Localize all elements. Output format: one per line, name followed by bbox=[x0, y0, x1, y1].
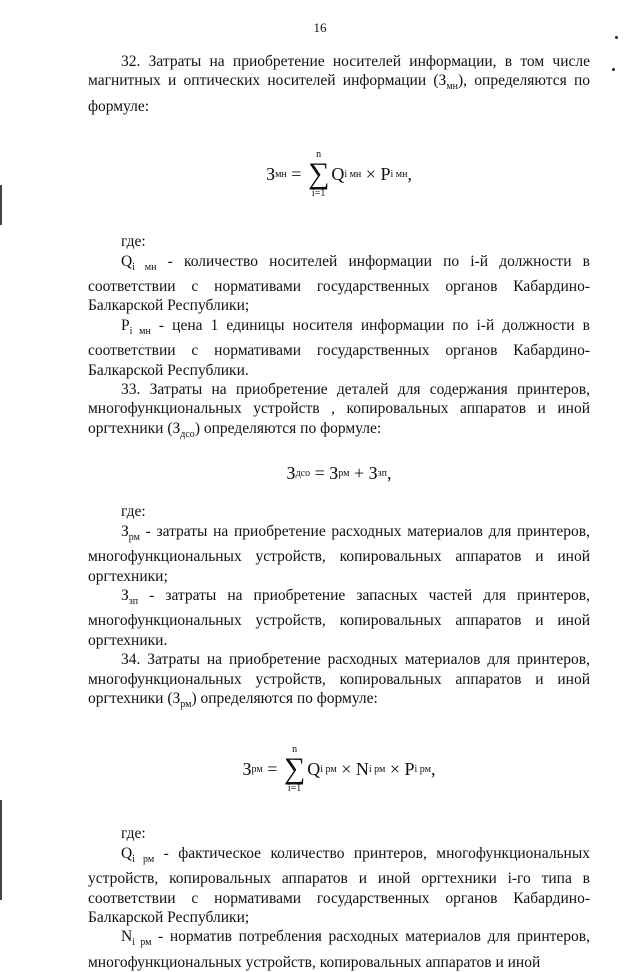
paragraph-34: 34. Затраты на приобретение расходных материалов для принтеров, многофункциональных устройств, копировальных аппаратов и иной оргтехники $(З_{рм})$ определяются по формуле: bbox=[88, 651, 590, 710]
formula-zrm: З рм = n ∑ i=1 Q i рм × N i рм × P i рм , bbox=[242, 744, 436, 795]
definition-n-rm: $N_{i рм}$ - норматив потребления расходных материалов для принтеров, многофункциональных устройств, копировальных аппаратов и иной bbox=[88, 928, 590, 971]
formula-zdso: З дсо = З рм + З зп , bbox=[286, 462, 392, 483]
definition-zzp: $З_{зп}$ - затраты на приобретение запасных частей для принтеров, многофункциональных устройств, копировальных аппаратов и иной оргтехники. bbox=[88, 586, 590, 649]
scan-speck bbox=[612, 68, 615, 71]
definition-q-mn: $Q_{i мн}$ - количество носителей информации по i-й должности в соответствии с нормативами государственных органов Кабардино-Балкарской Республики; bbox=[88, 252, 590, 315]
document-body bbox=[88, 52, 590, 972]
where-label: где: bbox=[121, 503, 146, 521]
definition-zrm: $З_{рм}$ - затраты на приобретение расходных материалов для принтеров, многофункциональных устройств, копировальных аппаратов и иной оргтехники; bbox=[88, 522, 590, 585]
definition-p-mn: $P_{i мн}$ - цена 1 единицы носителя информации по i-й должности в соответствии с нормативами государственных органов Кабардино-Балкарской Республики. bbox=[88, 316, 590, 379]
page-number: 16 bbox=[313, 20, 327, 35]
scan-speck bbox=[615, 36, 618, 39]
where-label: где: bbox=[121, 233, 146, 251]
definition-q-rm: $Q_{i рм}$ - фактическое количество принтеров, многофункциональных устройств, копировальных аппаратов и иной оргтехники i-го типа в соответствии с нормативами государственных органов Кабардино-Балкарской Республики; bbox=[88, 844, 590, 926]
paragraph-32: 32. Затраты на приобретение носителей информации, в том числе магнитных и оптических носителей информации $(З_{мн})$, определяются по формуле: bbox=[88, 53, 590, 115]
sum-symbol: n ∑ i=1 bbox=[283, 744, 306, 795]
sum-symbol: n ∑ i=1 bbox=[307, 149, 330, 200]
formula-zmn: З мн = n ∑ i=1 Q i мн × P i мн , bbox=[266, 149, 412, 200]
scan-edge-mark bbox=[0, 800, 2, 900]
scan-edge-mark bbox=[0, 185, 2, 225]
where-label: где: bbox=[121, 825, 146, 843]
paragraph-33: 33. Затраты на приобретение деталей для содержания принтеров, многофункциональных устройств , копировальных аппаратов и иной оргтехники $(З_{дсо})$ определяются по формуле: bbox=[88, 381, 590, 440]
